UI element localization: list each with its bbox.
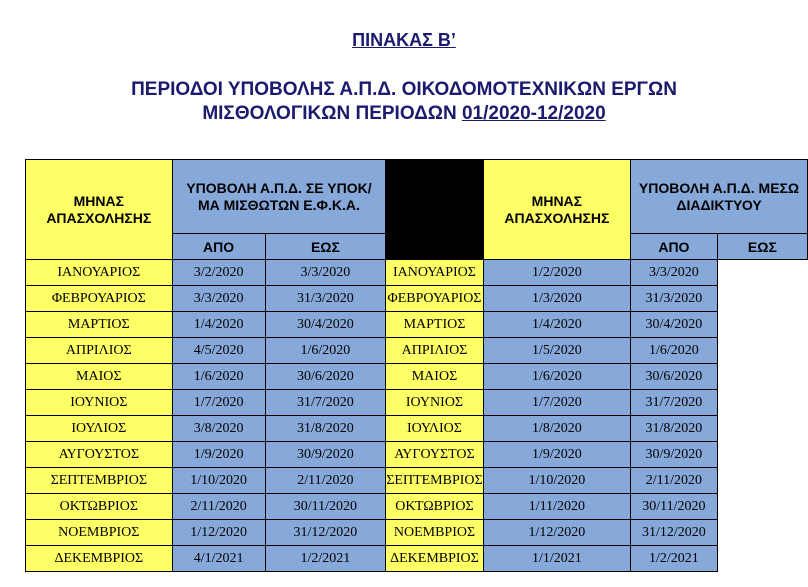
left-from-cell: 1/9/2020 [172,442,265,468]
right-to-cell: 2/11/2020 [631,468,718,494]
right-from-cell: 1/1/2021 [483,546,630,572]
right-month-cell: ΜΑΙΟΣ [386,364,483,390]
left-from-cell: 3/8/2020 [172,416,265,442]
left-from-header: ΑΠΟ [172,234,265,260]
heading-line-2-prefix: ΜΙΣΘΟΛΟΓΙΚΩΝ ΠΕΡΙΟΔΩΝ [202,103,462,124]
left-to-cell: 30/9/2020 [265,442,386,468]
left-from-cell: 1/12/2020 [172,520,265,546]
table-row [26,364,808,390]
left-month-cell: ΜΑΙΟΣ [26,364,173,390]
right-to-cell: 30/11/2020 [631,494,718,520]
table-row [26,546,808,572]
right-from-cell: 1/11/2020 [483,494,630,520]
right-from-cell: 1/2/2020 [483,260,630,286]
table-row [26,416,808,442]
left-from-cell: 4/1/2021 [172,546,265,572]
right-month-cell: ΑΠΡΙΛΙΟΣ [386,338,483,364]
right-to-cell: 30/4/2020 [631,312,718,338]
left-from-cell: 1/10/2020 [172,468,265,494]
right-month-cell: ΟΚΤΩΒΡΙΟΣ [386,494,483,520]
left-to-header: ΕΩΣ [265,234,386,260]
right-to-cell: 1/2/2021 [631,546,718,572]
left-month-cell: ΣΕΠΤΕΜΒΡΙΟΣ [26,468,173,494]
right-month-cell: ΝΟΕΜΒΡΙΟΣ [386,520,483,546]
left-month-cell: ΔΕΚΕΜΒΡΙΟΣ [26,546,173,572]
right-month-cell: ΔΕΚΕΜΒΡΙΟΣ [386,546,483,572]
left-from-cell: 1/6/2020 [172,364,265,390]
left-month-cell: ΜΑΡΤΙΟΣ [26,312,173,338]
table-row [26,338,808,364]
left-month-cell: ΟΚΤΩΒΡΙΟΣ [26,494,173,520]
right-from-cell: 1/5/2020 [483,338,630,364]
left-to-cell: 3/3/2020 [265,260,386,286]
right-to-cell: 31/7/2020 [631,390,718,416]
right-to-cell: 31/3/2020 [631,286,718,312]
left-month-cell: ΦΕΒΡΟΥΑΡΙΟΣ [26,286,173,312]
right-month-cell: ΙΟΥΝΙΟΣ [386,390,483,416]
right-to-cell: 1/6/2020 [631,338,718,364]
right-submission-header: ΥΠΟΒΟΛΗ Α.Π.Δ. ΜΕΣΩ ΔΙΑΔΙΚΤΥΟΥ [631,160,808,234]
left-from-cell: 1/7/2020 [172,390,265,416]
right-from-cell: 1/4/2020 [483,312,630,338]
right-from-cell: 1/12/2020 [483,520,630,546]
right-to-cell: 30/9/2020 [631,442,718,468]
left-to-cell: 31/12/2020 [265,520,386,546]
left-month-cell: ΙΟΥΝΙΟΣ [26,390,173,416]
right-month-cell: ΑΥΓΟΥΣΤΟΣ [386,442,483,468]
left-to-cell: 30/6/2020 [265,364,386,390]
submission-periods-table [25,159,808,572]
left-to-cell: 30/4/2020 [265,312,386,338]
right-from-cell: 1/8/2020 [483,416,630,442]
right-month-cell: ΦΕΒΡΟΥΑΡΙΟΣ [386,286,483,312]
right-month-cell: ΙΑΝΟΥΑΡΙΟΣ [386,260,483,286]
right-month-cell: ΙΟΥΛΙΟΣ [386,416,483,442]
right-from-cell: 1/3/2020 [483,286,630,312]
right-from-cell: 1/9/2020 [483,442,630,468]
page-heading [0,78,808,126]
table-row [26,520,808,546]
left-from-cell: 1/4/2020 [172,312,265,338]
right-to-cell: 3/3/2020 [631,260,718,286]
table-row [26,286,808,312]
heading-line-1: ΠΕΡΙΟΔΟΙ ΥΠΟΒΟΛΗΣ Α.Π.Δ. ΟΙΚΟΔΟΜΟΤΕΧΝΙΚΩΝ ΕΡΓΩΝ [131,79,677,100]
right-from-cell: 1/7/2020 [483,390,630,416]
right-from-header: ΑΠΟ [631,234,718,260]
right-to-cell: 31/12/2020 [631,520,718,546]
right-to-cell: 30/6/2020 [631,364,718,390]
right-to-header: ΕΩΣ [717,234,807,260]
right-month-cell: ΜΑΡΤΙΟΣ [386,312,483,338]
table-row [26,468,808,494]
left-from-cell: 2/11/2020 [172,494,265,520]
left-submission-header: ΥΠΟΒΟΛΗ Α.Π.Δ. ΣΕ ΥΠΟΚ/ΜΑ ΜΙΣΘΩΤΩΝ Ε.Φ.Κ.Α. [172,160,386,234]
left-from-cell: 3/2/2020 [172,260,265,286]
heading-line-2 [0,102,808,126]
table-title: ΠΙΝΑΚΑΣ Β’ [352,30,456,50]
left-from-cell: 3/3/2020 [172,286,265,312]
left-to-cell: 2/11/2020 [265,468,386,494]
right-month-header: ΜΗΝΑΣ ΑΠΑΣΧΟΛΗΣΗΣ [483,160,630,260]
left-month-header: ΜΗΝΑΣ ΑΠΑΣΧΟΛΗΣΗΣ [26,160,173,260]
table-row [26,494,808,520]
left-to-cell: 31/8/2020 [265,416,386,442]
left-to-cell: 31/7/2020 [265,390,386,416]
table-body [26,260,808,572]
table-row [26,312,808,338]
table-row [26,260,808,286]
right-from-cell: 1/6/2020 [483,364,630,390]
left-from-cell: 4/5/2020 [172,338,265,364]
right-month-cell: ΣΕΠΤΕΜΒΡΙΟΣ [386,468,483,494]
left-month-cell: ΑΠΡΙΛΙΟΣ [26,338,173,364]
table-separator [386,160,483,260]
right-from-cell: 1/10/2020 [483,468,630,494]
heading-period: 01/2020-12/2020 [461,103,606,124]
left-month-cell: ΙΑΝΟΥΑΡΙΟΣ [26,260,173,286]
table-row [26,442,808,468]
left-to-cell: 1/2/2021 [265,546,386,572]
left-to-cell: 1/6/2020 [265,338,386,364]
left-to-cell: 31/3/2020 [265,286,386,312]
left-month-cell: ΝΟΕΜΒΡΙΟΣ [26,520,173,546]
left-month-cell: ΑΥΓΟΥΣΤΟΣ [26,442,173,468]
left-to-cell: 30/11/2020 [265,494,386,520]
table-row [26,390,808,416]
right-to-cell: 31/8/2020 [631,416,718,442]
left-month-cell: ΙΟΥΛΙΟΣ [26,416,173,442]
